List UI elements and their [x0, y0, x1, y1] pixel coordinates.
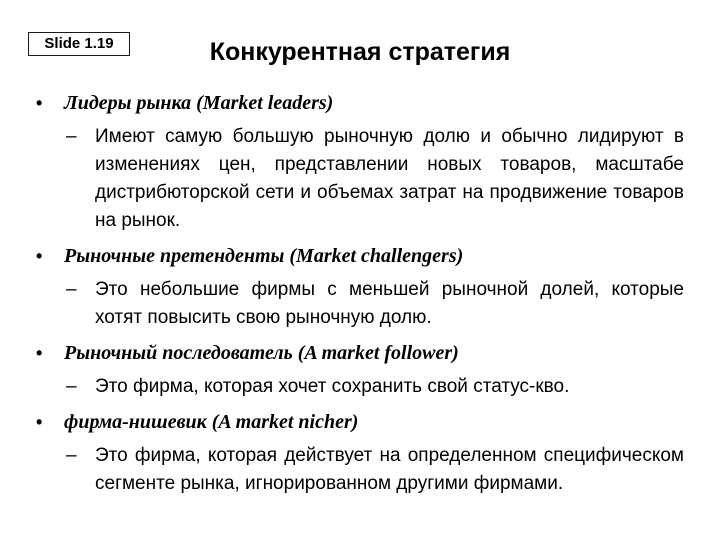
sub-item-text: Это фирма, которая действует на определенном специфическом сегменте рынка, игнорированном другими фирмами. [95, 445, 684, 494]
bullet-item-market-nicher [36, 407, 686, 437]
dash-icon: – [66, 126, 77, 147]
dash-icon: – [66, 445, 77, 466]
sub-item-text: Это фирма, которая хочет сохранить свой статус-кво. [95, 376, 570, 397]
bullet-icon: • [36, 412, 43, 432]
bullet-heading: фирма-нишевик (A market nicher) [64, 411, 359, 433]
sub-item-market-nicher [66, 442, 684, 498]
bullet-heading: Лидеры рынка (Market leaders) [64, 92, 334, 114]
sub-item-text: Это небольшие фирмы с меньшей рыночной долей, которые хотят повысить свою рыночную долю. [95, 279, 684, 328]
sub-item-market-follower [66, 373, 684, 401]
dash-icon: – [66, 376, 77, 397]
bullet-heading: Рыночные претенденты (Market challengers) [64, 245, 464, 267]
bullet-item-market-follower [36, 338, 686, 368]
dash-icon: – [66, 279, 77, 300]
slide-number-badge: Slide 1.19 [28, 32, 130, 56]
bullet-item-market-challengers [36, 241, 686, 271]
bullet-list [0, 88, 720, 504]
bullet-icon: • [36, 343, 43, 363]
bullet-item-market-leaders [36, 88, 686, 118]
sub-item-market-leaders [66, 123, 684, 235]
bullet-heading: Рыночный последователь (A market follower) [64, 342, 459, 364]
sub-item-market-challengers [66, 276, 684, 332]
bullet-icon: • [36, 93, 43, 113]
bullet-icon: • [36, 246, 43, 266]
sub-item-text: Имеют самую большую рыночную долю и обычно лидируют в изменениях цен, представлении новых товаров, масштабе дистрибюторской сети и объемах затрат на продвижение товаров на рынок. [95, 126, 684, 231]
slide-title: Конкурентная стратегия [209, 38, 511, 66]
